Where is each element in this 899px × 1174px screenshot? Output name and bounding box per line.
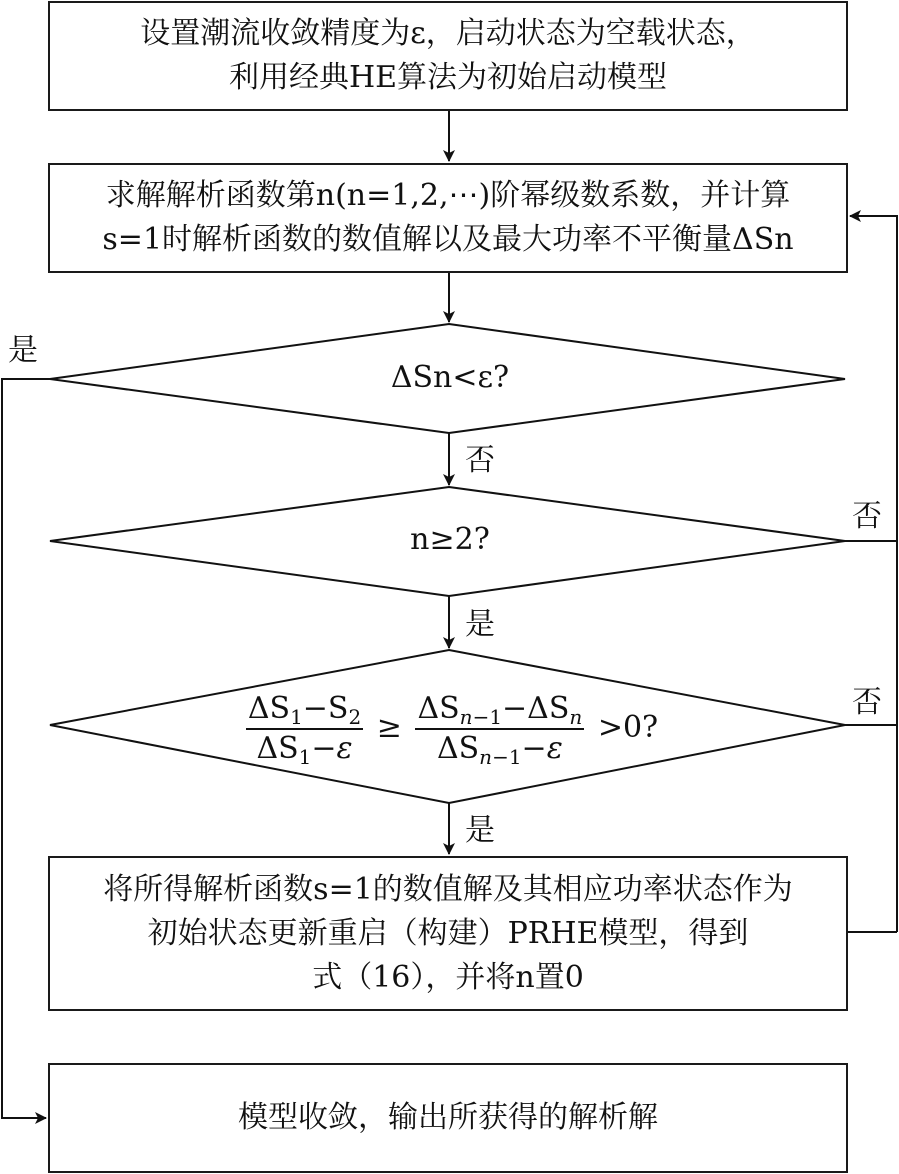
decision2-text: n≥2? (410, 522, 490, 557)
label-yes-d1: 是 (8, 333, 38, 368)
restart-line2: 初始状态更新重启（构建）PRHE模型，得到 (147, 915, 749, 951)
label-no-d2: 否 (852, 499, 882, 534)
restart-line3: 式（16），并将n置0 (312, 959, 584, 995)
label-yes-d2: 是 (465, 607, 495, 642)
compute-line2: s=1时解析函数的数值解以及最大功率不平衡量ΔSn (102, 222, 794, 257)
label-no-d3: 否 (852, 685, 882, 720)
label-no-d1: 否 (465, 443, 495, 478)
restart-box (48, 856, 848, 1011)
start-box (48, 1, 848, 111)
compute-line1: 求解解析函数第n(n=1,2,⋯)阶幂级数系数，并计算 (105, 178, 791, 213)
decision3-text: $\frac{\Delta S_1-S_2}{\Delta S_1-\varepsilon}$ ≥ $\frac{\Delta S_{n-1}-\Delta S_n}{\Delta S_{n-1}-\varepsilon}$ >0? (247, 691, 659, 769)
restart-line1: 将所得解析函数s=1的数值解及其相应功率状态作为 (103, 871, 793, 907)
end-box (48, 1063, 848, 1173)
compute-box (48, 163, 848, 273)
decision1-text: ΔSn<ε? (390, 360, 510, 395)
start-line1: 设置潮流收敛精度为ε，启动状态为空载状态， (140, 16, 756, 51)
start-line2: 利用经典HE算法为初始启动模型 (228, 60, 668, 95)
end-text: 模型收敛，输出所获得的解析解 (238, 1100, 658, 1135)
label-yes-d3: 是 (465, 813, 495, 848)
